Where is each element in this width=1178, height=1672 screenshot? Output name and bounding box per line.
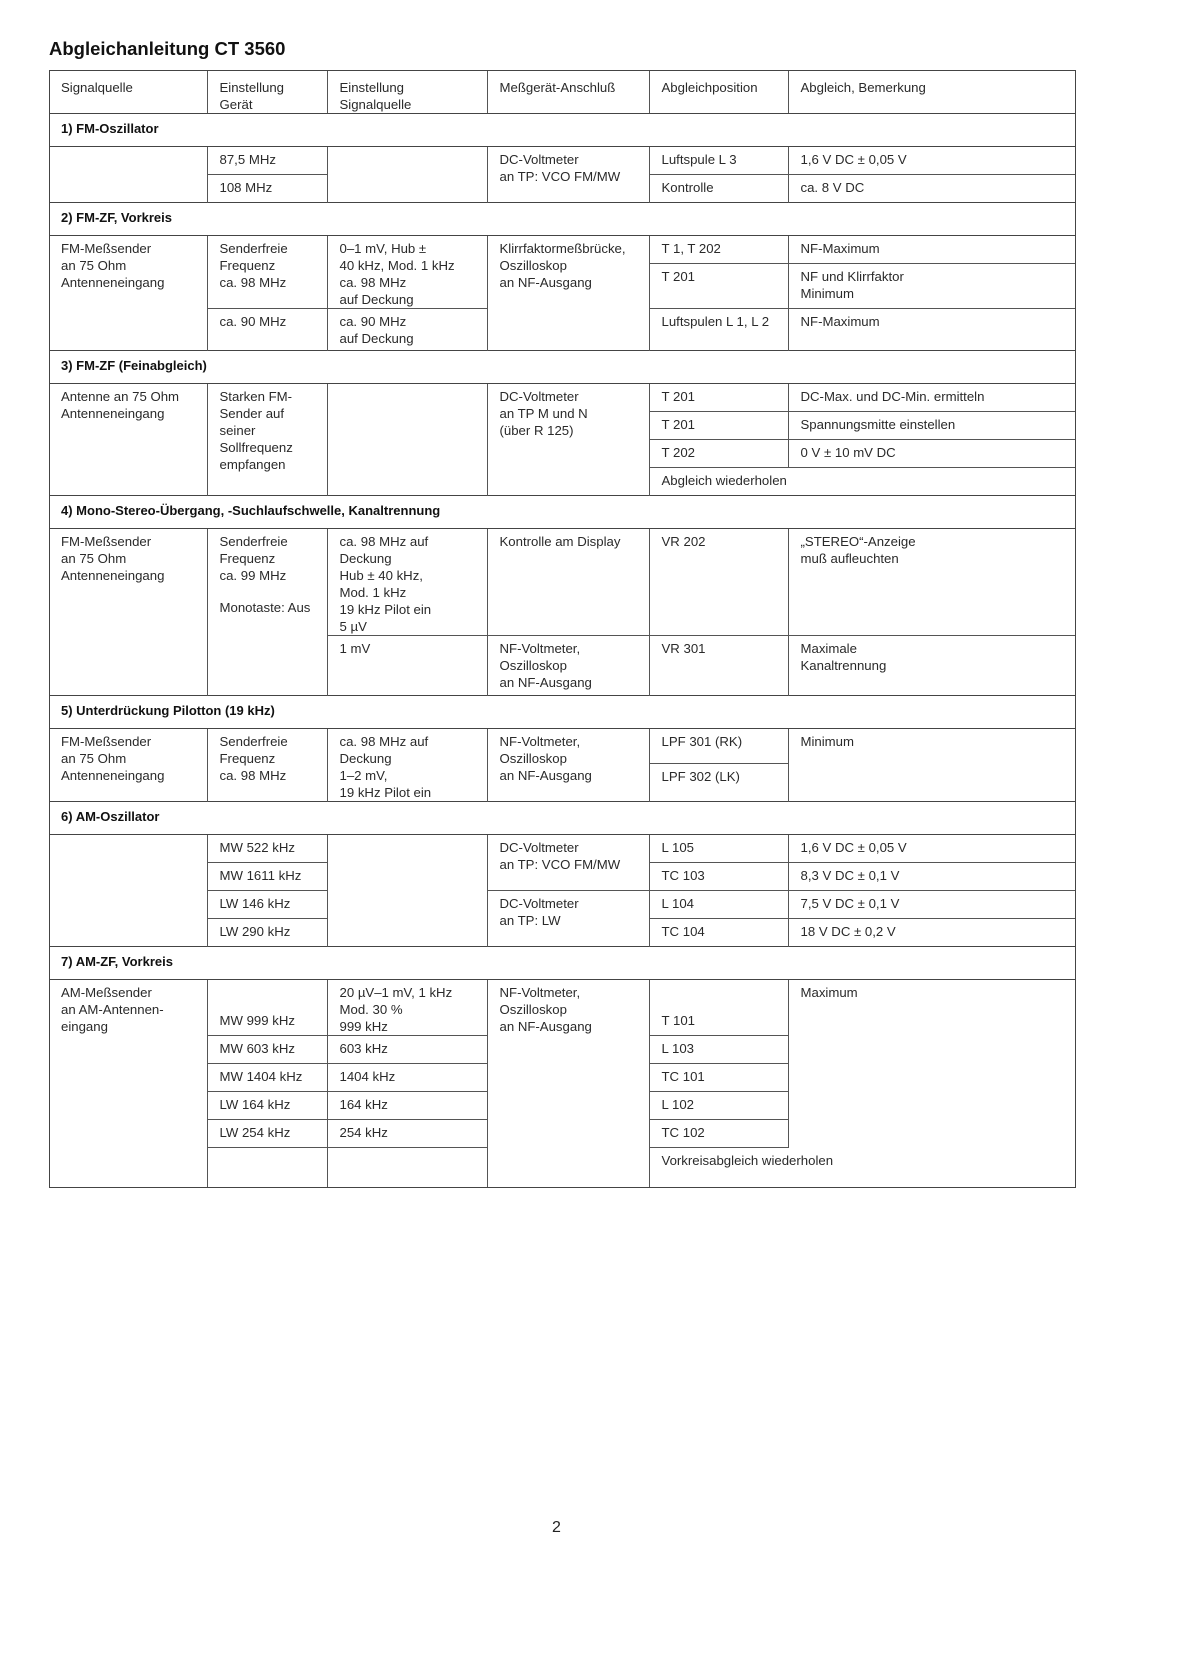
cell: LW 146 kHz (207, 891, 327, 919)
cell: 8,3 V DC ± 0,1 V (788, 863, 1076, 891)
cell: MW 522 kHz (207, 835, 327, 863)
cell: VR 202 (649, 529, 788, 636)
cell: DC-Max. und DC-Min. ermitteln (788, 384, 1076, 412)
cell: T 201 (649, 412, 788, 440)
cell: MW 999 kHz (207, 980, 327, 1036)
section-title: 7) AM-ZF, Vorkreis (49, 947, 1076, 980)
cell: LW 164 kHz (207, 1092, 327, 1120)
section-title: 6) AM-Oszillator (49, 802, 1076, 835)
cell: NF-Maximum (788, 309, 1076, 351)
cell: NF-Maximum (788, 236, 1076, 264)
cell: Spannungsmitte einstellen (788, 412, 1076, 440)
cell: DC-Voltmeter an TP M und N (über R 125) (487, 384, 649, 496)
alignment-table (49, 70, 1076, 1188)
cell: FM-Meßsender an 75 Ohm Antenneneingang (61, 534, 165, 583)
cell: 20 µV–1 mV, 1 kHz Mod. 30 % 999 kHz (327, 980, 487, 1036)
page-title: Abgleichanleitung CT 3560 (49, 38, 286, 59)
cell: VR 301 (649, 636, 788, 696)
cell: LPF 301 (RK) (649, 729, 788, 764)
cell: NF-Voltmeter, Oszilloskop an NF-Ausgang (487, 636, 649, 696)
col-header: Abgleich, Bemerkung (788, 71, 1076, 114)
cell: Starken FM- Sender auf seiner Sollfrequenz empfangen (207, 384, 327, 496)
table-header (49, 71, 1076, 114)
cell: 108 MHz (207, 175, 327, 203)
cell: 18 V DC ± 0,2 V (788, 919, 1076, 947)
cell: Maximale Kanaltrennung (788, 636, 1076, 696)
cell: DC-Voltmeter an TP: VCO FM/MW (487, 835, 649, 891)
cell: MW 603 kHz (207, 1036, 327, 1064)
cell: T 201 (649, 264, 788, 309)
cell: NF-Voltmeter, Oszilloskop an NF-Ausgang (487, 980, 649, 1188)
cell: ca. 90 MHz (207, 309, 327, 351)
col-header: Meßgerät-Anschluß (487, 71, 649, 114)
cell: FM-Meßsender an 75 Ohm Antenneneingang (61, 734, 165, 783)
cell: T 101 (649, 980, 788, 1036)
cell-text: Monotaste: Aus (219, 600, 311, 615)
cell: 1,6 V DC ± 0,05 V (788, 835, 1076, 863)
cell: TC 104 (649, 919, 788, 947)
cell: 0–1 mV, Hub ± 40 kHz, Mod. 1 kHz ca. 98 MHz auf Deckung (327, 236, 487, 309)
cell: 1,6 V DC ± 0,05 V (788, 147, 1076, 175)
cell: 0 V ± 10 mV DC (788, 440, 1076, 468)
cell: 1404 kHz (327, 1064, 487, 1092)
cell: Klirrfaktormeßbrücke, Oszilloskop an NF-Ausgang (487, 236, 649, 351)
cell: T 201 (649, 384, 788, 412)
col-header: Signalquelle (49, 71, 207, 114)
cell: Luftspulen L 1, L 2 (649, 309, 788, 351)
cell: NF und Klirrfaktor Minimum (788, 264, 1076, 309)
cell: 1 mV (327, 636, 487, 696)
cell: ca. 98 MHz auf Deckung 1–2 mV, 19 kHz Pilot ein (327, 729, 487, 802)
col-header: Einstellung Gerät (207, 71, 327, 114)
cell: Abgleich wiederholen (649, 468, 1076, 496)
cell: Senderfreie Frequenz ca. 98 MHz (207, 729, 327, 802)
cell: Kontrolle am Display (487, 529, 649, 636)
section-title: 5) Unterdrückung Pilotton (19 kHz) (49, 696, 1076, 729)
cell: 254 kHz (327, 1120, 487, 1148)
cell: DC-Voltmeter an TP: VCO FM/MW (487, 147, 649, 203)
cell: TC 101 (649, 1064, 788, 1092)
section-title: 3) FM-ZF (Feinabgleich) (49, 351, 1076, 384)
cell: 603 kHz (327, 1036, 487, 1064)
cell: Maximum (788, 980, 1076, 1148)
cell: LW 254 kHz (207, 1120, 327, 1148)
cell: 164 kHz (327, 1092, 487, 1120)
cell: L 102 (649, 1092, 788, 1120)
cell: ca. 90 MHz auf Deckung (327, 309, 487, 351)
cell: TC 103 (649, 863, 788, 891)
cell (207, 529, 327, 696)
cell: Antenne an 75 Ohm Antenneneingang (61, 389, 180, 421)
cell: L 104 (649, 891, 788, 919)
cell: MW 1611 kHz (207, 863, 327, 891)
cell: L 105 (649, 835, 788, 863)
cell: 7,5 V DC ± 0,1 V (788, 891, 1076, 919)
cell: LPF 302 (LK) (649, 764, 788, 802)
cell: FM-Meßsender an 75 Ohm Antenneneingang (61, 241, 165, 290)
cell-text: Senderfreie Frequenz ca. 99 MHz (219, 534, 288, 583)
cell: T 1, T 202 (649, 236, 788, 264)
page-number: 2 (552, 1519, 561, 1536)
cell: NF-Voltmeter, Oszilloskop an NF-Ausgang (487, 729, 649, 802)
cell: ca. 98 MHz auf Deckung Hub ± 40 kHz, Mod. 1 kHz 19 kHz Pilot ein 5 µV (327, 529, 487, 636)
col-header: Abgleichposition (649, 71, 788, 114)
cell: AM-Meßsender an AM-Antennen- eingang (61, 985, 164, 1034)
cell: Luftspule L 3 (649, 147, 788, 175)
cell: Kontrolle (649, 175, 788, 203)
cell: T 202 (649, 440, 788, 468)
col-header: Einstellung Signalquelle (327, 71, 487, 114)
cell: Senderfreie Frequenz ca. 98 MHz (207, 236, 327, 309)
cell: Minimum (788, 729, 1076, 802)
cell: MW 1404 kHz (207, 1064, 327, 1092)
cell: TC 102 (649, 1120, 788, 1148)
cell: LW 290 kHz (207, 919, 327, 947)
cell: DC-Voltmeter an TP: LW (487, 891, 649, 947)
cell: 87,5 MHz (207, 147, 327, 175)
cell: ca. 8 V DC (788, 175, 1076, 203)
section-title: 2) FM-ZF, Vorkreis (49, 203, 1076, 236)
cell: L 103 (649, 1036, 788, 1064)
section-title: 1) FM-Oszillator (49, 114, 1076, 147)
cell: „STEREO“-Anzeige muß aufleuchten (788, 529, 1076, 636)
cell: Vorkreisabgleich wiederholen (649, 1148, 1076, 1188)
section-title: 4) Mono-Stereo-Übergang, -Suchlaufschwelle, Kanaltrennung (49, 496, 1076, 529)
